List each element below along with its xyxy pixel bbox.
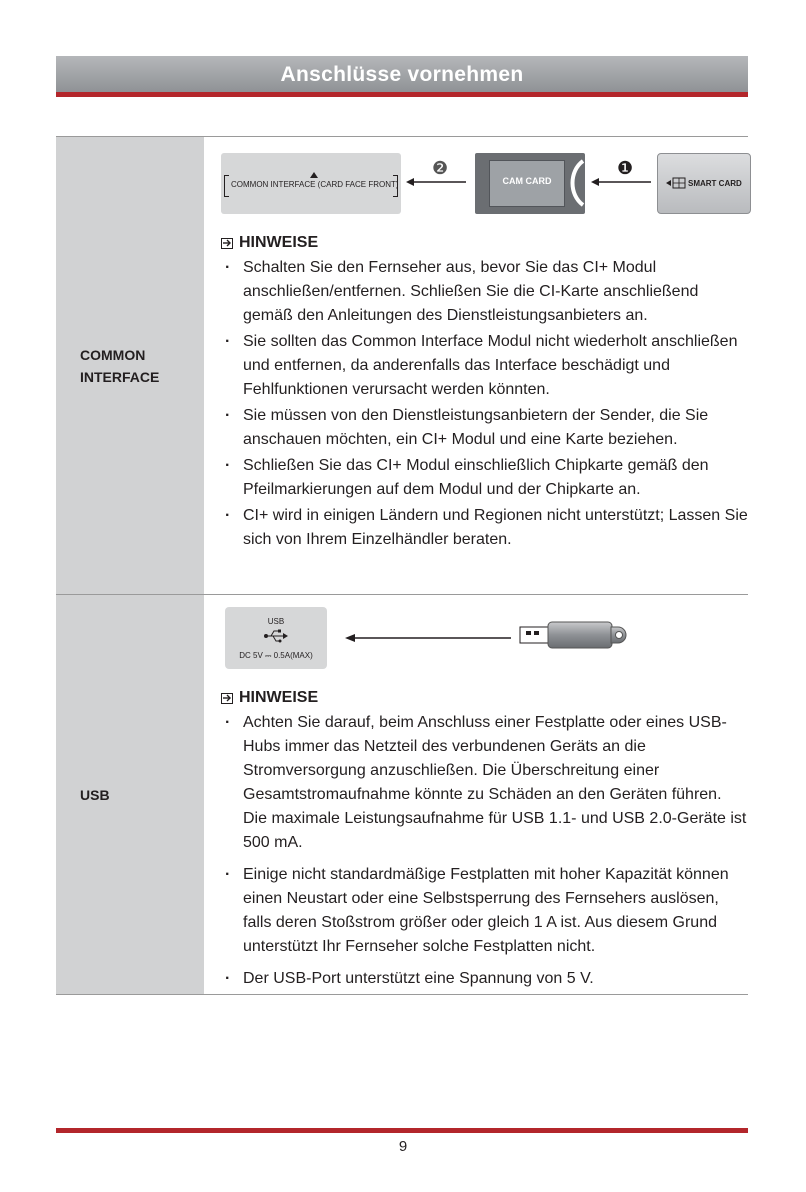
chip-icon xyxy=(666,177,686,189)
notes-title: HINWEISE xyxy=(239,689,319,706)
arrow-left-icon xyxy=(345,633,511,643)
note-item: · CI+ wird in einigen Ländern und Regionen nicht unterstützt; Lassen Sie sich von Ihrem Einzelhändler beraten. xyxy=(221,504,748,552)
section-body xyxy=(204,595,748,994)
header-rule xyxy=(56,92,748,97)
note-item: · Einige nicht standardmäßige Festplatten mit hoher Kapazität können einen Neustart oder eine Selbstsperrung des Fernsehers auslösen, falls deren Stoßstrom größer oder gleich 1 A ist. Aus diesem Grund unterstützt Ihr Fernseher solche Festplatten nicht. xyxy=(221,863,748,959)
section-body xyxy=(204,137,748,594)
bracket-left-icon xyxy=(224,175,229,197)
ci-illustration xyxy=(221,137,748,217)
arrow-left-icon xyxy=(591,177,651,187)
smart-card-text: SMART CARD xyxy=(688,179,742,188)
cam-card-module xyxy=(475,153,585,214)
note-item: · Sie sollten das Common Interface Modul nicht wiederholt anschließen und entfernen, da anderenfalls das Interface beschädigt und Fehlfunktionen verursacht werden könnten. xyxy=(221,330,748,402)
footer-rule xyxy=(56,1128,748,1133)
section-label: USB xyxy=(80,786,110,803)
card-slot-icon xyxy=(565,159,585,207)
usb-illustration xyxy=(221,595,748,675)
note-item: · Sie müssen von den Dienstleistungsanbietern der Sender, die Sie anschauen möchten, ein CI+ Modul und eine Karte beziehen. xyxy=(221,404,748,452)
cam-card-label-plate xyxy=(489,160,565,207)
arrow-left-icon xyxy=(406,177,466,187)
section-label: COMMON INTERFACE xyxy=(80,346,160,385)
section-usb xyxy=(56,595,748,995)
page-number: 9 xyxy=(398,1138,408,1155)
notes-heading xyxy=(221,687,748,709)
note-item: · Schließen Sie das CI+ Modul einschließlich Chipkarte gemäß den Pfeilmarkierungen auf dem Modul und der Chipkarte an. xyxy=(221,454,748,502)
usb-port-label: USB xyxy=(267,617,285,626)
triangle-up-icon xyxy=(310,172,318,178)
usb-port-panel xyxy=(225,607,327,669)
section-label-cell xyxy=(56,137,204,594)
cam-card-text: CAM CARD xyxy=(502,176,552,186)
section-common-interface xyxy=(56,137,748,595)
connection-table xyxy=(56,136,748,995)
note-item: · Schalten Sie den Fernseher aus, bevor Sie das CI+ Modul anschließen/entfernen. Schließen Sie die CI-Karte anschließend gemäß den Anleitungen des Dienstleistungsanbieters an. xyxy=(221,256,748,328)
usb-stick-icon xyxy=(519,613,629,657)
note-arrow-icon xyxy=(221,693,233,704)
ci-slot-panel xyxy=(221,153,401,214)
usb-port-spec: DC 5V ⎓ 0.5A(MAX) xyxy=(239,651,313,660)
bracket-right-icon xyxy=(393,175,398,197)
step-2-marker: ❷ xyxy=(432,158,449,178)
notes-heading xyxy=(221,232,748,254)
section-label-cell xyxy=(56,595,204,994)
note-item: · Achten Sie darauf, beim Anschluss einer Festplatte oder eines USB-Hubs immer das Netzteil des verbundenen Geräts an die Stromversorgung anzuschließen. Die Überschreitung einer Gesamtstromaufnahme könnte zu Schäden an den Geräten führen. Die maximale Leistungsaufnahme für USB 1.1- und USB 2.0-Geräte ist 500 mA. xyxy=(221,711,748,855)
smart-card xyxy=(657,153,751,214)
note-item: · Der USB-Port unterstützt eine Spannung von 5 V. xyxy=(221,967,748,991)
note-arrow-icon xyxy=(221,238,233,249)
usb-symbol-icon xyxy=(264,629,288,643)
page-header: Anschlüsse vornehmen xyxy=(56,56,748,92)
notes-list xyxy=(221,711,748,991)
step-1-marker: ❶ xyxy=(617,158,634,178)
notes-list xyxy=(221,256,748,552)
ci-slot-text: COMMON INTERFACE (CARD FACE FRONT) xyxy=(231,180,399,189)
notes-title: HINWEISE xyxy=(239,234,319,251)
